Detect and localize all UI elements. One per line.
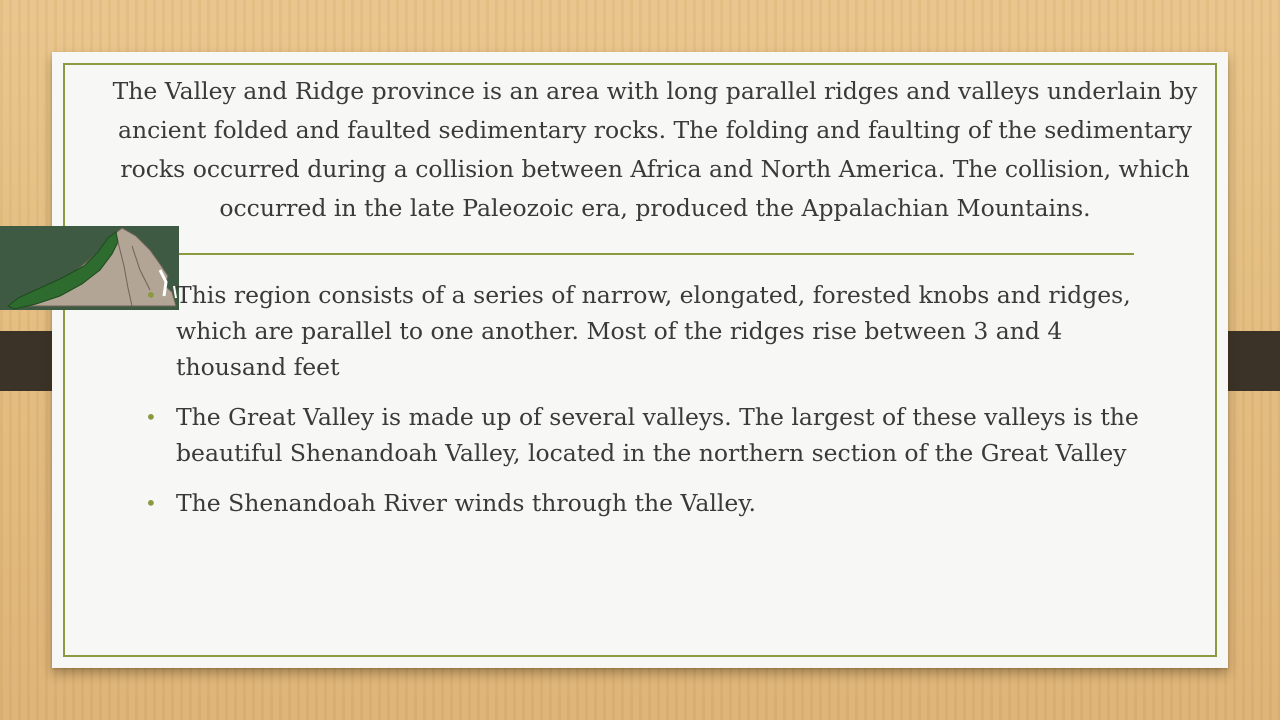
bullet-item xyxy=(142,485,1142,521)
bullet-dot-icon: • xyxy=(145,491,157,515)
intro-paragraph: The Valley and Ridge province is an area with long parallel ridges and valleys underlain by ancient folded and faulted sedimentary rocks. The folding and faulting of the sedimentary rocks occurred during a collision between Africa and North America. The collision, which occurred in the late Paleozoic era, produced the Appalachian Mountains. xyxy=(112,77,1198,222)
bullet-text: This region consists of a series of narrow, elongated, forested knobs and ridges, which are parallel to one another. Most of the ridges rise between 3 and 4 thousand feet xyxy=(176,281,1131,381)
bullet-dot-icon: • xyxy=(145,283,157,307)
bullet-list xyxy=(142,277,1142,521)
bullet-item xyxy=(142,399,1142,471)
bullet-text: The Great Valley is made up of several valleys. The largest of these valleys is the beautiful Shenandoah Valley, located in the northern section of the Great Valley xyxy=(176,403,1139,467)
divider-line xyxy=(176,253,1134,255)
bullet-text: The Shenandoah River winds through the Valley. xyxy=(176,489,756,517)
bullet-dot-icon: • xyxy=(145,405,157,429)
bullet-item xyxy=(142,277,1142,385)
